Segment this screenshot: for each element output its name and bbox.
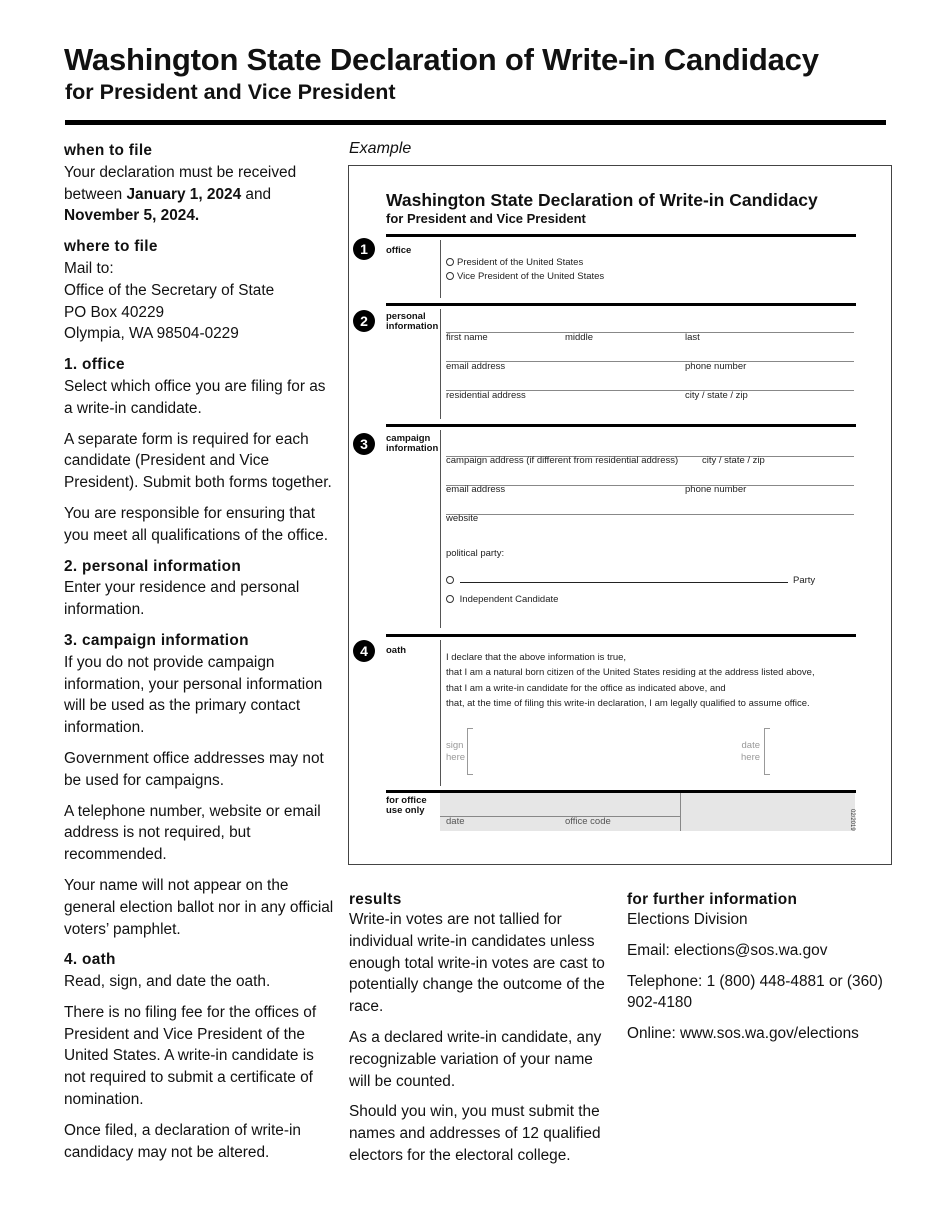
signature-field[interactable]	[467, 728, 473, 775]
radio-icon[interactable]	[446, 576, 454, 584]
page-subtitle: for President and Vice President	[65, 80, 396, 104]
end-date: November 5, 2024.	[64, 207, 200, 225]
results-section	[349, 891, 609, 1176]
instructions-column	[64, 140, 336, 1172]
personal-heading: 2. personal information	[64, 557, 242, 575]
oath-line: I declare that the above information is true,	[446, 652, 627, 663]
independent-option-label: Independent Candidate	[459, 594, 559, 605]
step-4-badge: 4	[353, 640, 375, 662]
further-info-body	[627, 909, 897, 1045]
email-field[interactable]: email address	[446, 361, 506, 372]
contact-website[interactable]: Online: www.sos.wa.gov/elections	[627, 1025, 859, 1043]
oath-label: oath	[386, 645, 407, 656]
phone-field[interactable]: phone number	[685, 361, 747, 372]
oath-line: that, at the time of filing this write-in declaration, I am legally qualified to assume office.	[446, 698, 810, 709]
radio-icon[interactable]	[446, 595, 454, 603]
results-text: Write-in votes are not tallied for individual write-in candidates unless enough total write-in votes are cast to potentially change the outcome of the race.	[349, 911, 605, 1016]
contact-phone[interactable]: Telephone: 1 (800) 448-4881 or (360) 902-4180	[627, 972, 883, 1012]
field-line	[446, 485, 854, 486]
independent-option[interactable]	[446, 594, 558, 605]
vice-president-option-label: Vice President of the United States	[457, 271, 605, 282]
label-line: campaign	[386, 433, 431, 444]
political-party-label: political party:	[446, 548, 505, 559]
step-2-badge: 2	[353, 310, 375, 332]
radio-icon[interactable]	[446, 258, 454, 266]
sign-here-label	[446, 740, 465, 764]
field-line	[446, 361, 854, 362]
section-rule	[386, 303, 856, 306]
campaign-section	[64, 630, 336, 940]
label-line: use only	[386, 805, 425, 816]
field-line	[446, 514, 854, 515]
office-text: A separate form is required for each candidate (President and Vice President). Submit both forms together.	[64, 430, 332, 492]
and-text: and	[241, 185, 272, 203]
further-info-section	[627, 891, 897, 1054]
when-text: Your declaration must be received between	[64, 163, 297, 203]
label-line: here	[446, 752, 466, 763]
campaign-email-field[interactable]: email address	[446, 484, 506, 495]
results-body	[349, 909, 609, 1167]
section-rule	[386, 234, 856, 237]
office-use-date-box	[440, 793, 680, 831]
campaign-phone-field[interactable]: phone number	[685, 484, 747, 495]
office-use-code-box	[681, 793, 855, 831]
contact-email[interactable]: Email: elections@sos.wa.gov	[627, 941, 828, 959]
party-option[interactable]	[446, 575, 457, 586]
further-info-heading: for further information	[627, 891, 798, 908]
address-line: PO Box 40229	[64, 303, 165, 321]
office-label: office	[386, 245, 412, 256]
oath-text: Once filed, a declaration of write-in candidacy may not be altered.	[64, 1121, 301, 1161]
campaign-text: Government office addresses may not be used for campaigns.	[64, 749, 324, 789]
example-form	[348, 165, 892, 865]
when-to-file-heading: when to file	[64, 142, 153, 159]
personal-section	[64, 556, 336, 621]
radio-icon[interactable]	[446, 272, 454, 280]
when-to-file-text	[64, 162, 336, 227]
divider	[440, 640, 441, 786]
office-date-field: date	[446, 816, 465, 827]
oath-text: Read, sign, and date the oath.	[64, 973, 271, 991]
label-line: information	[386, 321, 439, 332]
president-option-label: President of the United States	[457, 257, 584, 268]
president-option[interactable]	[446, 257, 583, 268]
example-subtitle: for President and Vice President	[386, 211, 586, 226]
step-3-badge: 3	[353, 433, 375, 455]
page-title: Washington State Declaration of Write-in Candidacy	[64, 42, 819, 77]
personal-info-label	[386, 312, 438, 332]
date-field[interactable]	[764, 728, 770, 775]
section-rule	[386, 634, 856, 637]
party-suffix: Party	[793, 575, 816, 586]
office-section	[64, 354, 336, 546]
elections-division: Elections Division	[627, 911, 748, 928]
divider	[440, 430, 441, 628]
office-heading: 1. office	[64, 356, 125, 374]
section-rule	[386, 424, 856, 427]
label-line: for office	[386, 795, 427, 806]
personal-text: Enter your residence and personal information.	[64, 579, 300, 619]
campaign-heading: 3. campaign information	[64, 631, 249, 649]
office-use-label	[386, 796, 427, 816]
date-here-label	[741, 740, 760, 764]
when-to-file-section	[64, 140, 336, 227]
step-1-badge: 1	[353, 238, 375, 260]
oath-section	[64, 949, 336, 1163]
campaign-text: A telephone number, website or email address is not required, but recommended.	[64, 802, 321, 864]
last-name-field[interactable]: last	[685, 332, 700, 343]
address-line: Olympia, WA 98504-0229	[64, 325, 239, 343]
office-text: Select which office you are filing for as a write-in candidate.	[64, 377, 326, 417]
results-text: Should you win, you must submit the names and addresses of 12 qualified electors for the electoral college.	[349, 1103, 601, 1164]
vice-president-option[interactable]	[446, 271, 604, 282]
campaign-city-field[interactable]: city / state / zip	[702, 455, 765, 466]
city-state-zip-field[interactable]: city / state / zip	[685, 390, 748, 401]
label-line: personal	[386, 311, 426, 322]
results-text: As a declared write-in candidate, any recognizable variation of your name will be counted.	[349, 1028, 602, 1090]
first-name-field[interactable]: first name	[446, 332, 488, 343]
mail-to: Mail to:	[64, 259, 114, 277]
header-rule	[65, 120, 886, 125]
oath-line: that I am a natural born citizen of the United States residing at the address listed above,	[446, 667, 815, 678]
label-line: here	[741, 752, 761, 763]
example-label: Example	[349, 140, 412, 157]
website-field[interactable]: website	[446, 513, 479, 524]
label-line: information	[386, 443, 439, 454]
party-name-line[interactable]	[460, 582, 788, 583]
field-line	[440, 816, 680, 817]
start-date: January 1, 2024	[126, 185, 242, 203]
label-line: sign	[446, 740, 464, 751]
campaign-text: If you do not provide campaign information, your personal information will be used as the primary contact information.	[64, 653, 323, 737]
office-text: You are responsible for ensuring that you meet all qualifications of the office.	[64, 504, 329, 544]
oath-line: that I am a write-in candidate for the office as indicated above, and	[446, 683, 726, 694]
form-code: 02/2019	[849, 809, 855, 831]
field-line	[446, 332, 854, 333]
campaign-info-label	[386, 434, 438, 454]
label-line: date	[741, 740, 761, 751]
campaign-text: Your name will not appear on the general election ballot nor in any official voters’ pamphlet.	[64, 876, 334, 938]
campaign-address-field[interactable]: campaign address (if different from residential address)	[446, 455, 679, 466]
example-title: Washington State Declaration of Write-in Candidacy	[386, 190, 818, 210]
office-code-field: office code	[565, 816, 611, 827]
oath-heading: 4. oath	[64, 951, 116, 969]
address-line: Office of the Secretary of State	[64, 281, 275, 299]
where-to-file-section	[64, 236, 336, 345]
residential-address-field[interactable]: residential address	[446, 390, 526, 401]
results-heading: results	[349, 891, 402, 908]
divider	[440, 309, 441, 419]
oath-text: There is no filing fee for the offices of President and Vice President of the United States. A write-in candidate is not required to submit a certificate of nomination.	[64, 1003, 317, 1109]
middle-name-field[interactable]: middle	[565, 332, 593, 343]
divider	[440, 240, 441, 298]
where-to-file-heading: where to file	[64, 238, 158, 256]
